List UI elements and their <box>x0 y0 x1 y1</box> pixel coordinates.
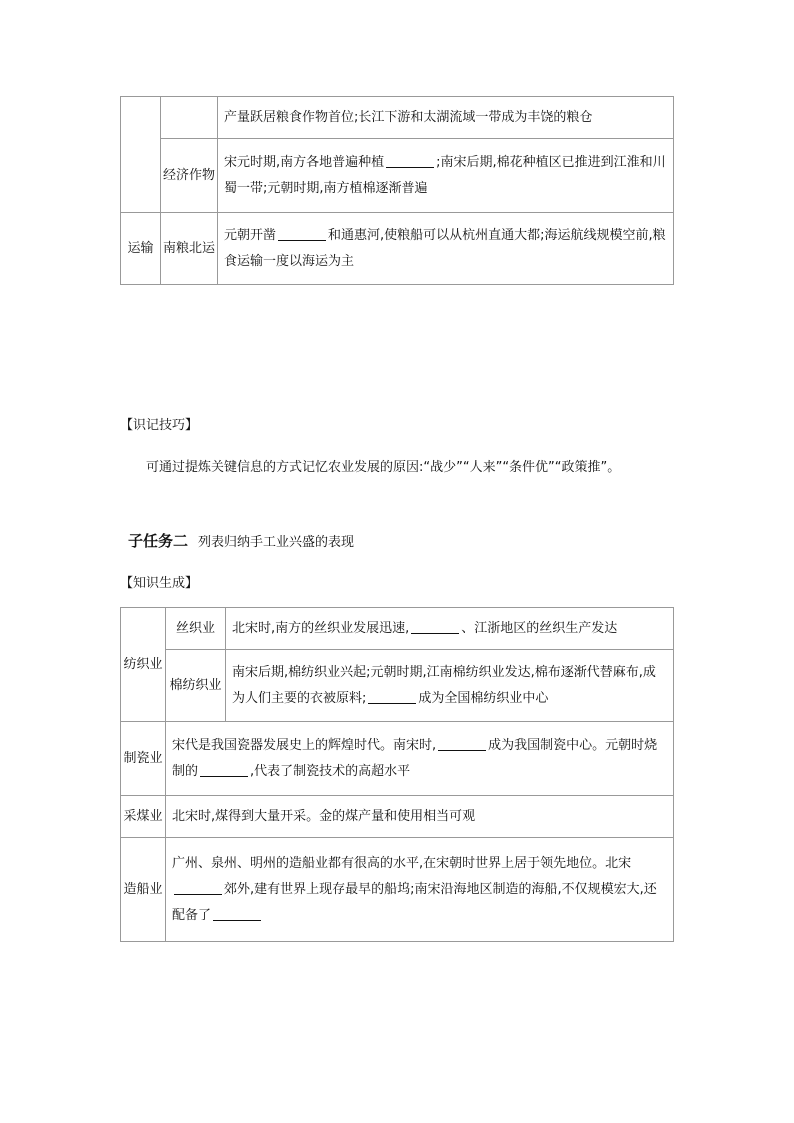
agriculture-table <box>120 96 674 285</box>
grain-transport-label: 南粮北运 <box>161 213 218 285</box>
transport-label: 运输 <box>121 213 161 285</box>
fill-blank <box>438 736 486 751</box>
fill-blank <box>213 906 261 921</box>
coal-text: 北宋时,煤得到大量开采。金的煤产量和使用相当可观 <box>166 796 674 838</box>
agriculture-category-cell <box>121 97 161 213</box>
shipbuilding-label: 造船业 <box>121 838 166 942</box>
porcelain-label: 制瓷业 <box>121 722 166 796</box>
textile-label: 纺织业 <box>121 608 166 722</box>
shipbuilding-text: 广州、泉州、明州的造船业都有很高的水平,在宋朝时世界上居于领先地位。北宋郊外,建有世界上现存最早的船坞;南宋沿海地区制造的海船,不仅规模宏大,还配备了 <box>166 838 674 942</box>
grain-output-text: 产量跃居粮食作物首位;长江下游和太湖流域一带成为丰饶的粮仓 <box>218 97 674 139</box>
fill-blank <box>368 689 416 704</box>
crop-label-cell <box>161 97 218 139</box>
silk-text: 北宋时,南方的丝织业发展迅速, 、江浙地区的丝织生产发达 <box>226 608 674 650</box>
memory-tips-text: 可通过提炼关键信息的方式记忆农业发展的原因:“战少”“人来”“条件优”“政策推”。 <box>146 460 621 475</box>
knowledge-heading: 【知识生成】 <box>120 576 199 591</box>
subtask-description: 列表归纳手工业兴盛的表现 <box>198 535 355 550</box>
economic-crops-text: 宋元时期,南方各地普遍种植 ;南宋后期,棉花种植区已推进到江淮和川蜀一带;元朝时期,南方植棉逐渐普遍 <box>218 139 674 213</box>
subtask-title <box>128 530 354 551</box>
fill-blank <box>411 619 459 634</box>
fill-blank <box>174 880 222 895</box>
fill-blank <box>278 226 326 241</box>
handicraft-table <box>120 607 674 942</box>
fill-blank <box>200 762 248 777</box>
porcelain-text: 宋代是我国瓷器发展史上的辉煌时代。南宋时, 成为我国制瓷中心。元朝时烧制的 ,代表了制瓷技术的高超水平 <box>166 722 674 796</box>
grain-transport-text: 元朝开凿 和通惠河,使粮船可以从杭州直通大都;海运航线规模空前,粮食运输一度以海运为主 <box>218 213 674 285</box>
cotton-label: 棉纺织业 <box>166 650 226 722</box>
subtask-label: 子任务二 <box>128 532 189 550</box>
memory-tips-heading: 【识记技巧】 <box>120 418 199 433</box>
fill-blank <box>386 153 434 168</box>
coal-label: 采煤业 <box>121 796 166 838</box>
economic-crops-label: 经济作物 <box>161 139 218 213</box>
cotton-text: 南宋后期,棉纺织业兴起;元朝时期,江南棉纺织业发达,棉布逐渐代替麻布,成为人们主要的衣被原料; 成为全国棉纺织业中心 <box>226 650 674 722</box>
silk-label: 丝织业 <box>166 608 226 650</box>
